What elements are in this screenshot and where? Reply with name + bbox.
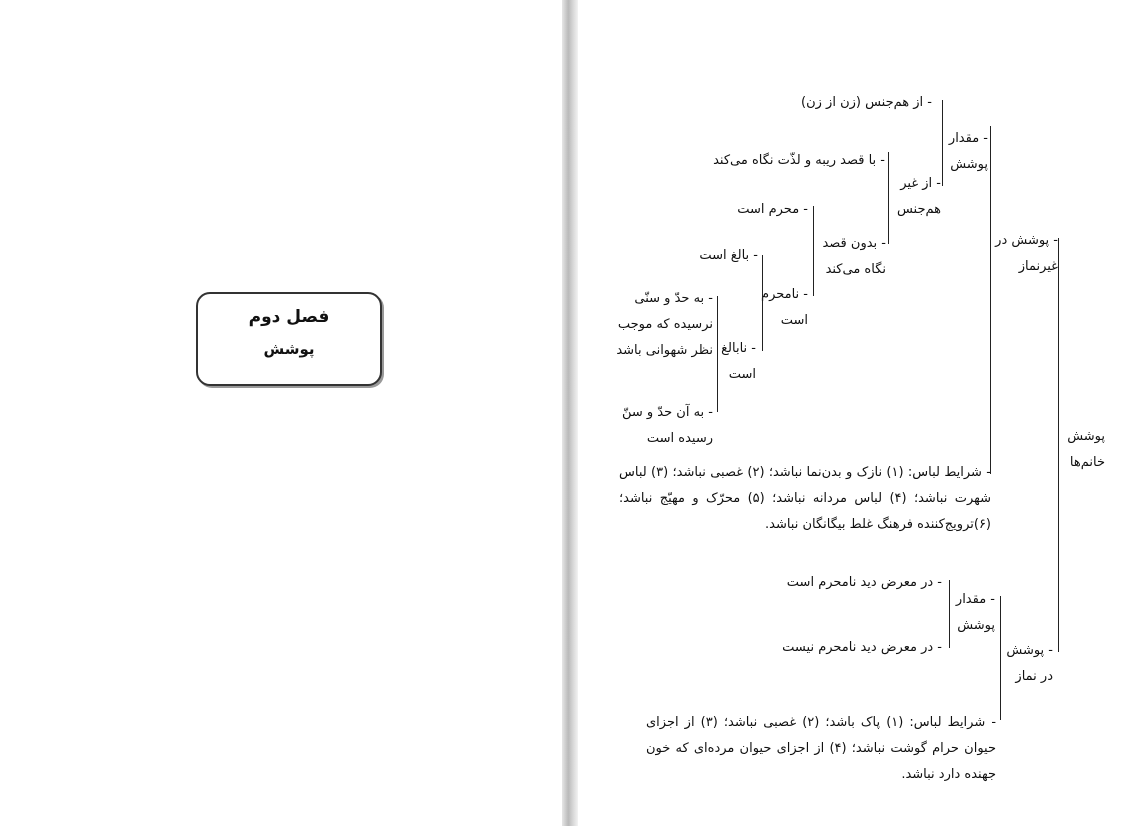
without-intent-bracket: [813, 206, 814, 296]
root-bracket: [1058, 238, 1059, 652]
mahram: - محرم است: [737, 202, 808, 217]
not-reached-age: - به حدّ و سنّی نرسیده که موجب نظر شهوانی باشد: [616, 291, 713, 358]
non-mahram: - نامحرم است: [761, 287, 808, 328]
non-prayer-clothing-conditions: - شرایط لباس: (۱) نازک و بدن‌نما نباشد؛ (۲) غصبی نباشد؛ (۳) لباس شهرت نباشد؛ (۴) لباس مردانه نباشد؛ (۵) محرّک و مهیّج نباشد؛ (۶)ترویج‌کننده فرهنگ غلط بیگانگان نباشد.: [619, 465, 991, 532]
other-sex: - از غیر هم‌جنس: [896, 176, 941, 217]
non-prayer-amount: - مقدار پوشش: [948, 131, 988, 172]
non-mahram-bracket: [762, 255, 763, 351]
amount-bracket: [942, 100, 943, 186]
other-sex-bracket: [888, 152, 889, 244]
non-prayer-bracket: [990, 126, 991, 474]
prayer-amount-bracket: [949, 580, 950, 648]
left-page: [0, 0, 562, 826]
chapter-subtitle: پوشش: [263, 340, 315, 358]
adult: - بالغ است: [699, 248, 758, 263]
non-adult: - نابالغ است: [721, 341, 756, 382]
reached-age: - به آن حدّ و سنّ رسیده است: [621, 405, 713, 446]
not-exposed-to-non-mahram: - در معرض دید نامحرم نیست: [782, 640, 942, 655]
root-label: پوشش خانم‌ها: [1067, 429, 1105, 470]
non-adult-bracket: [717, 296, 718, 412]
prayer-label: - پوشش در نماز: [1006, 643, 1053, 684]
with-desire: - با قصد ریبه و لذّت نگاه می‌کند: [713, 153, 885, 168]
book-gutter: [562, 0, 578, 826]
chapter-title-box: [196, 292, 382, 386]
prayer-bracket: [1000, 596, 1001, 720]
prayer-amount: - مقدار پوشش: [955, 592, 995, 633]
without-intent: - بدون قصد نگاه می‌کند: [822, 236, 886, 277]
exposed-to-non-mahram: - در معرض دید نامحرم است: [786, 575, 942, 590]
non-prayer-label: - پوشش در غیرنماز: [995, 233, 1058, 274]
same-sex: - از هم‌جنس (زن از زن): [801, 95, 932, 110]
chapter-title: فصل دوم: [248, 307, 330, 327]
prayer-clothing-conditions: - شرایط لباس: (۱) پاک باشد؛ (۲) غصبی نباشد؛ (۳) از اجزای حیوان حرام گوشت نباشد؛ (۴) از اجزای حیوان مرده‌ای که خون جهنده دارد نباشد.: [646, 715, 997, 782]
